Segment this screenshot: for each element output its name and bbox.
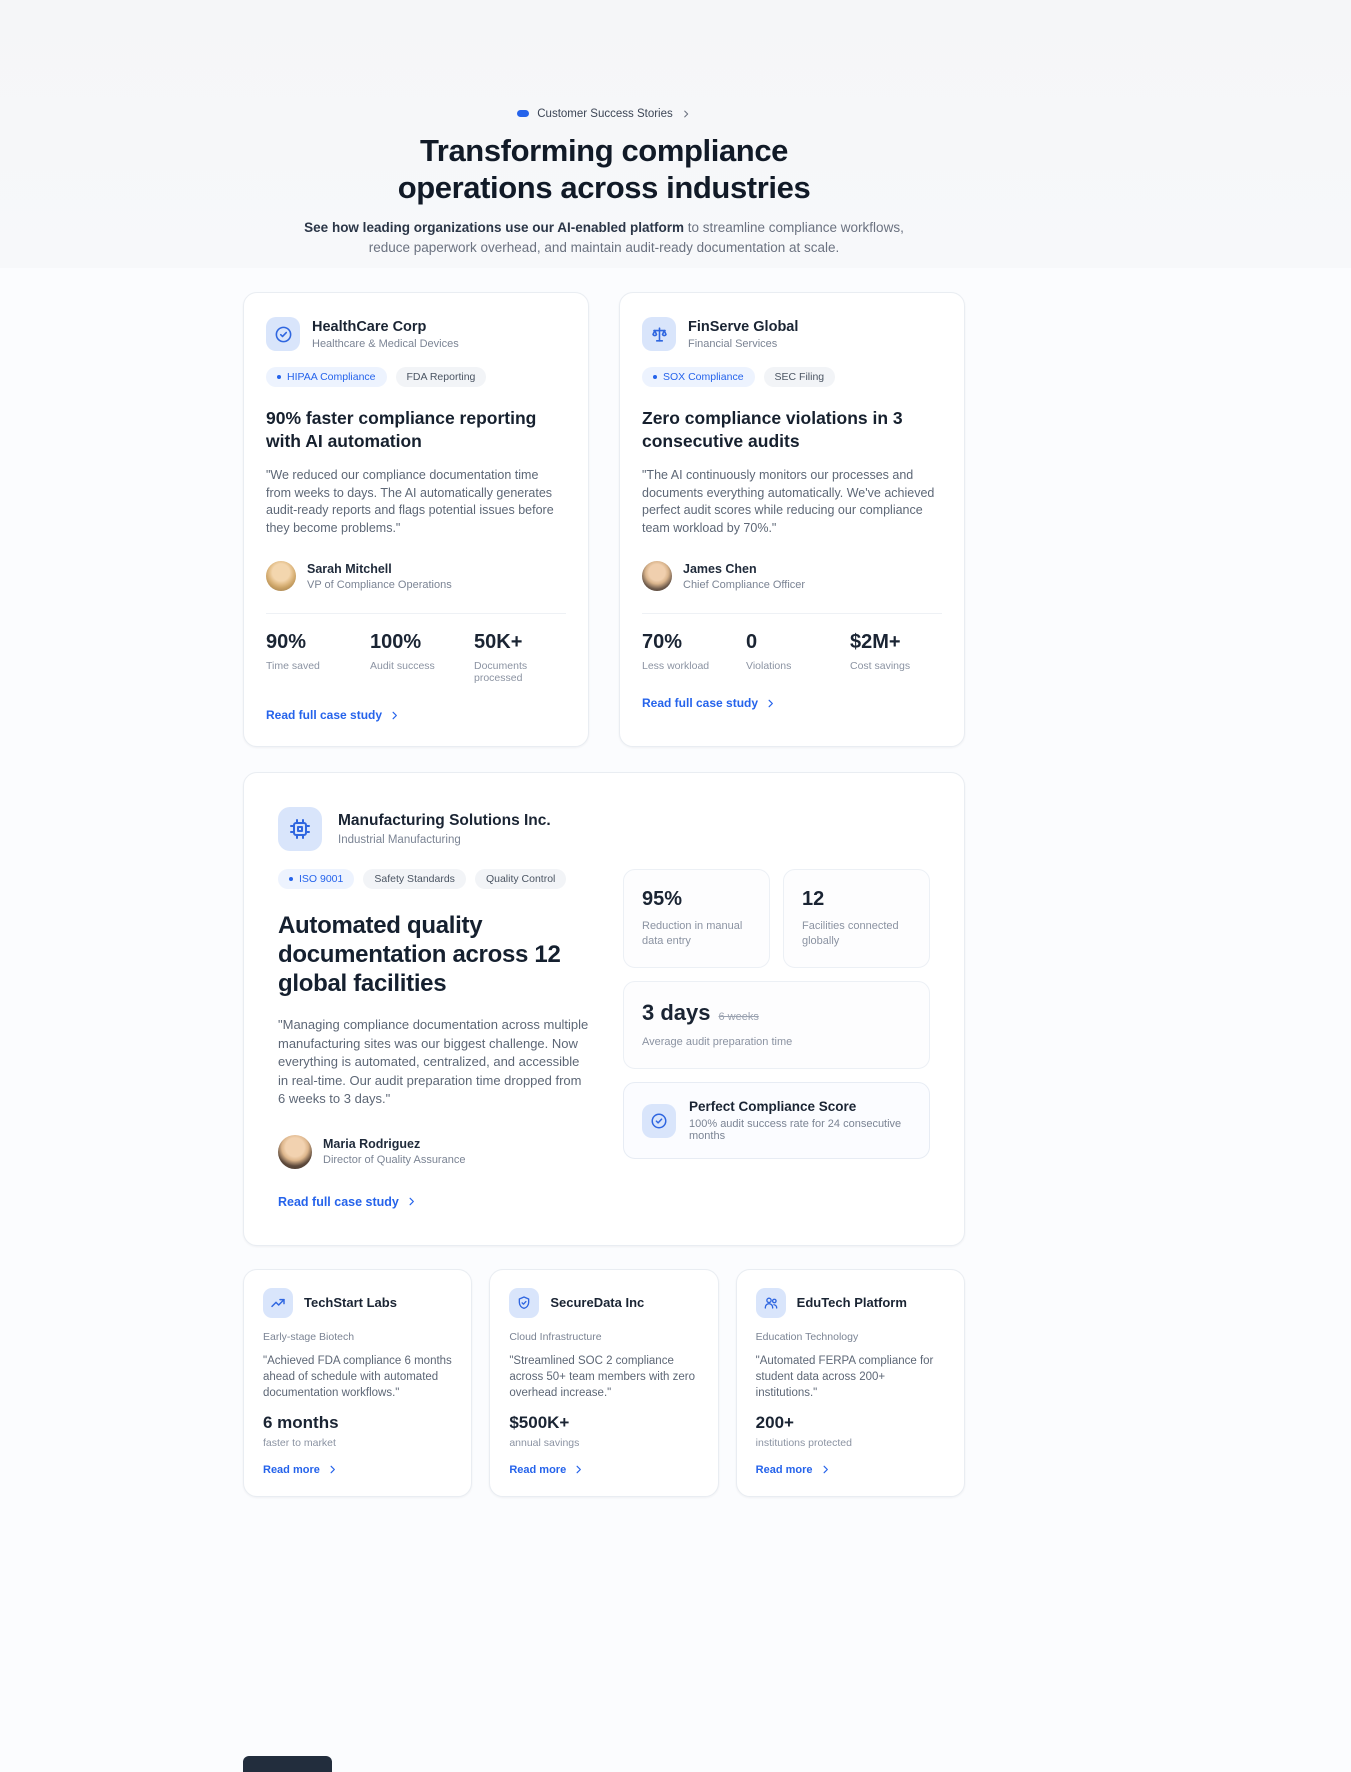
read-more-link[interactable]: Read more <box>263 1464 338 1476</box>
company-name: HealthCare Corp <box>312 318 427 335</box>
users-icon <box>756 1288 786 1318</box>
avatar <box>642 561 672 591</box>
company-name: TechStart Labs <box>304 1295 397 1310</box>
stat-value: $500K+ <box>509 1412 570 1432</box>
person-name: James Chen <box>683 561 757 576</box>
trending-up-icon <box>263 1288 293 1318</box>
tag-quality-control: Quality Control <box>475 869 566 889</box>
case-headline: 90% faster compliance reporting with AI automation <box>266 408 537 451</box>
case-quote: "Achieved FDA compliance 6 months ahead of schedule with automated documentation workflows." <box>263 1354 452 1399</box>
company-industry: Financial Services <box>688 337 778 350</box>
chip-icon <box>278 807 322 851</box>
case-quote: "The AI continuously monitors our processes and documents everything automatically. We've achieved perfect audit scores while reducing our compliance team workload by 70%." <box>642 468 935 535</box>
hero-section <box>0 0 1351 268</box>
stat-label: Facilities connected globally <box>802 920 899 947</box>
check-circle-icon <box>266 317 300 351</box>
highlight-subtitle: 100% audit success rate for 24 consecutive months <box>689 1118 902 1142</box>
case-quote: "Streamlined SOC 2 compliance across 50+ team members with zero overhead increase." <box>509 1354 695 1399</box>
company-name: SecureData Inc <box>550 1295 645 1310</box>
stat-value: 70% <box>642 631 683 653</box>
stat-value: 200+ <box>755 1412 794 1432</box>
breadcrumb-customer-success-stories[interactable] <box>517 108 691 120</box>
stat-label: Less workload <box>642 660 710 672</box>
scales-icon <box>642 317 676 351</box>
page-title: Transforming compliance operations across industries <box>397 133 811 205</box>
stat-label: Average audit preparation time <box>642 1036 793 1048</box>
stat <box>850 631 942 672</box>
person-role: Director of Quality Assurance <box>323 1154 466 1166</box>
company-header <box>509 1288 698 1318</box>
stat-value: 12 <box>802 888 825 910</box>
stat-box-manual-entry <box>623 869 770 968</box>
company-industry: Industrial Manufacturing <box>338 834 461 846</box>
read-full-case-study-link[interactable]: Read full case study <box>278 1195 417 1209</box>
tag-dot-icon <box>289 877 293 881</box>
company-industry: Education Technology <box>755 1330 859 1343</box>
tag-list <box>642 367 942 387</box>
chevron-right-icon <box>406 1196 417 1207</box>
case-headline: Automated quality documentation across 12 global facilities <box>278 912 561 997</box>
chevron-right-icon <box>327 1464 338 1475</box>
chevron-right-icon <box>573 1464 584 1475</box>
stat-label: faster to market <box>263 1436 336 1449</box>
tag-safety-standards: Safety Standards <box>363 869 466 889</box>
tag-dot-icon <box>277 375 281 379</box>
person <box>642 561 942 591</box>
stat <box>370 631 474 684</box>
stat-box-audit-prep-time <box>623 981 930 1069</box>
stat-label: Documents processed <box>474 660 528 684</box>
stat-label: Reduction in manual data entry <box>642 920 743 947</box>
tag-sec-filing: SEC Filing <box>764 367 836 387</box>
tag-dot-icon <box>653 375 657 379</box>
case-quote: "We reduced our compliance documentation time from weeks to days. The AI automatically generates audit-ready reports and flags potential issues before they become problems." <box>266 468 554 535</box>
divider <box>266 613 566 614</box>
stat <box>266 631 370 684</box>
read-more-link[interactable]: Read more <box>509 1464 584 1476</box>
case-study-row <box>243 292 965 747</box>
tag-list <box>278 869 591 889</box>
highlight-title: Perfect Compliance Score <box>689 1099 857 1114</box>
person-role: VP of Compliance Operations <box>307 578 452 591</box>
stat <box>642 631 746 672</box>
stat-value: 95% <box>642 888 683 910</box>
stat-label: Time saved <box>266 660 320 672</box>
stat-value: 100% <box>370 631 422 653</box>
feature-stats-column <box>623 869 930 1211</box>
read-more-link[interactable]: Read more <box>756 1464 831 1476</box>
mini-case-row <box>243 1269 965 1497</box>
tag-hipaa-compliance: HIPAA Compliance <box>266 367 387 387</box>
person-name: Maria Rodriguez <box>323 1137 421 1151</box>
stat <box>474 631 566 684</box>
stat <box>746 631 850 672</box>
stat-label: institutions protected <box>755 1436 852 1449</box>
highlight-box-perfect-compliance <box>623 1082 930 1159</box>
company-industry: Healthcare & Medical Devices <box>312 337 459 350</box>
person <box>278 1135 591 1169</box>
breadcrumb-label: Customer Success Stories <box>537 107 673 120</box>
company-header <box>266 317 566 351</box>
case-quote: "Managing compliance documentation across multiple manufacturing sites was our biggest challenge. Now everything is automated, centralized, and accessible in real-time. Our audit preparation time dropped from 6 weeks to 3 days." <box>278 1017 589 1106</box>
case-quote: "Automated FERPA compliance for student data across 200+ institutions." <box>755 1354 934 1399</box>
avatar <box>266 561 296 591</box>
tag-iso-9001: ISO 9001 <box>278 869 354 889</box>
chevron-right-icon <box>389 710 400 721</box>
stat-label: Violations <box>746 660 792 672</box>
read-full-case-study-link[interactable]: Read full case study <box>642 696 776 710</box>
chevron-right-icon <box>681 109 691 119</box>
mini-card-securedata-inc <box>489 1269 718 1497</box>
stat-value: 90% <box>266 631 307 653</box>
company-industry: Cloud Infrastructure <box>509 1330 602 1343</box>
stat-value: 0 <box>746 631 758 653</box>
tag-list <box>266 367 566 387</box>
chevron-right-icon <box>765 698 776 709</box>
read-full-case-study-link[interactable]: Read full case study <box>266 708 400 722</box>
case-headline: Zero compliance violations in 3 consecutive audits <box>642 408 903 451</box>
company-name: EduTech Platform <box>796 1295 907 1310</box>
case-card-healthcare-corp <box>243 292 589 747</box>
company-name: FinServe Global <box>688 318 799 335</box>
company-header <box>278 807 930 851</box>
stat-label: annual savings <box>509 1436 580 1449</box>
company-header <box>756 1288 945 1318</box>
check-circle-icon <box>642 1104 676 1138</box>
stat-old-value: 6 weeks <box>718 1011 759 1023</box>
avatar <box>278 1135 312 1169</box>
case-card-manufacturing-solutions <box>243 772 965 1246</box>
page-subtitle: See how leading organizations use our AI-enabled platform to streamline compliance workflows, reduce paperwork overhead, and maintain audit-ready documentation at scale. <box>304 220 904 255</box>
company-header <box>263 1288 452 1318</box>
person-name: Sarah Mitchell <box>307 561 392 576</box>
tag-sox-compliance: SOX Compliance <box>642 367 755 387</box>
stat-value: 50K+ <box>474 631 523 653</box>
company-header <box>642 317 942 351</box>
feature-left-column <box>278 869 591 1211</box>
blue-pill-dot-icon <box>517 110 529 117</box>
person <box>266 561 566 591</box>
stat-box-facilities <box>783 869 930 968</box>
stat-value: 6 months <box>263 1412 339 1432</box>
stat-value: $2M+ <box>850 631 901 653</box>
case-card-finserve-global <box>619 292 965 747</box>
divider <box>642 613 942 614</box>
stats-row <box>266 631 566 684</box>
shield-check-icon <box>509 1288 539 1318</box>
stat-value: 3 days <box>642 1000 711 1025</box>
tag-fda-reporting: FDA Reporting <box>396 367 487 387</box>
company-name: Manufacturing Solutions Inc. <box>338 812 551 829</box>
mini-card-techstart-labs <box>243 1269 472 1497</box>
company-industry: Early-stage Biotech <box>263 1330 355 1343</box>
person-role: Chief Compliance Officer <box>683 578 806 591</box>
clipped-footer-element[interactable] <box>243 1756 332 1772</box>
stat-label: Cost savings <box>850 660 911 672</box>
stats-row <box>642 631 942 672</box>
chevron-right-icon <box>820 1464 831 1475</box>
stat-label: Audit success <box>370 660 435 672</box>
mini-card-edutech-platform <box>736 1269 965 1497</box>
